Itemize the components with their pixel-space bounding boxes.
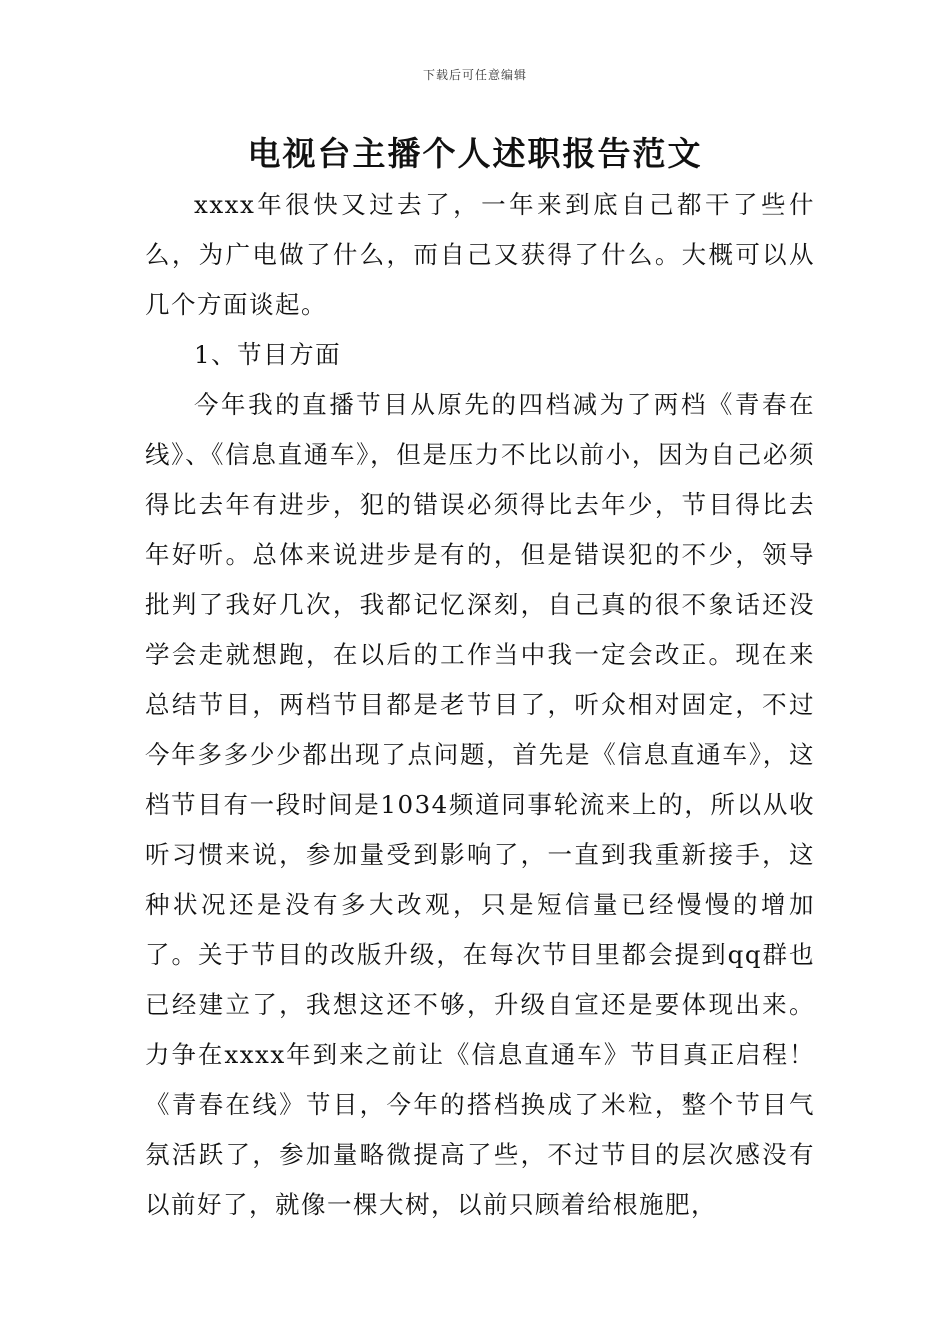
section-heading: 1、节目方面 bbox=[194, 340, 342, 369]
header-note: 下载后可任意编辑 bbox=[422, 68, 527, 82]
document-body bbox=[145, 180, 815, 1230]
section-paragraph: 今年我的直播节目从原先的四档减为了两档《青春在线》、《信息直通车》，但是压力不比以前小，因为自己必须得比去年有进步，犯的错误必须得比去年少，节目得比去年好听。总体来说进步是有的，但是错误犯的不少，领导批判了我好几次，我都记忆深刻，自己真的很不象话还没学会走就想跑，在以后的工作当中我一定会改正。现在来总结节目，两档节目都是老节目了，听众相对固定，不过今年多多少少都出现了点问题，首先是《信息直通车》，这档节目有一段时间是1034频道同事轮流来上的，所以从收听习惯来说，参加量受到影响了，一直到我重新接手，这种状况还是没有多大改观，只是短信量已经慢慢的增加了。关于节目的改版升级，在每次节目里都会提到qq群也已经建立了，我想这还不够，升级自宣还是要体现出来。力争在xxxx年到来之前让《信息直通车》节目真正启程！《青春在线》节目，今年的搭档换成了米粒，整个节目气氛活跃了，参加量略微提高了些，不过节目的层次感没有以前好了，就像一棵大树，以前只顾着给根施肥， bbox=[145, 390, 815, 1219]
document-title: 电视台主播个人述职报告范文 bbox=[247, 134, 703, 173]
intro-paragraph: xxxx年很快又过去了，一年来到底自己都干了些什么，为广电做了什么，而自己又获得了什么。大概可以从几个方面谈起。 bbox=[145, 190, 815, 319]
